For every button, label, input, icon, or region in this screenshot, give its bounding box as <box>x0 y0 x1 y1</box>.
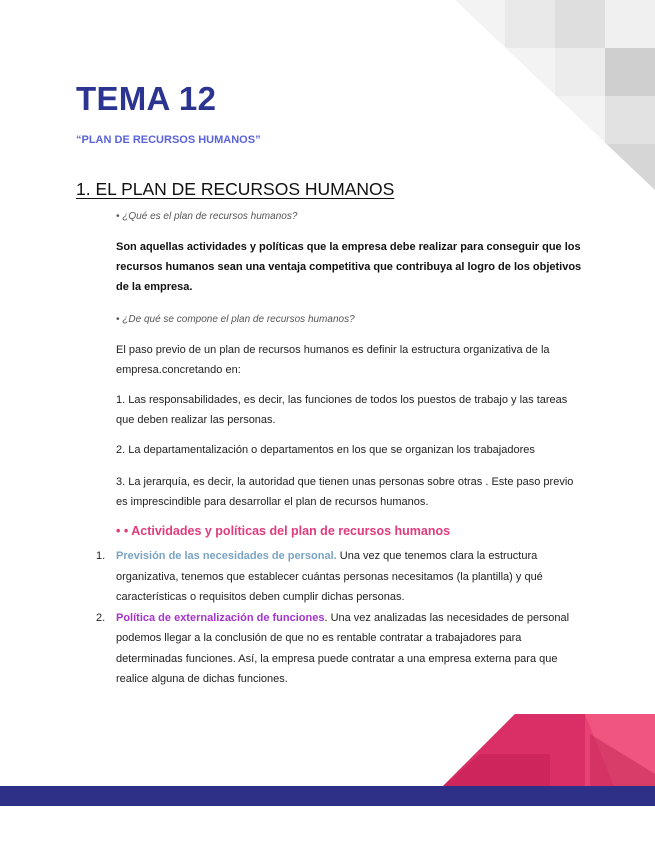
footer-band <box>0 786 655 806</box>
point-responsabilidades: 1. Las responsabilidades, es decir, las funciones de todos los puestos de trabajo y las tareas que deben realizar las personas. <box>116 394 568 426</box>
list-item <box>96 608 586 690</box>
list-item <box>96 546 586 608</box>
list-item-text: Una vez que tenemos clara la estructura organizativa, tenemos que establecer cuántas personas necesitamos (la plantilla) y qué características o requisitos deben cumplir dichas personas. <box>116 550 543 603</box>
page-title: TEMA 12 <box>76 80 217 117</box>
page-subtitle: “PLAN DE RECURSOS HUMANOS” <box>76 134 261 146</box>
activities-list <box>96 546 586 690</box>
section-heading: 1. EL PLAN DE RECURSOS HUMANOS <box>76 179 395 199</box>
list-number: 1. <box>96 550 106 562</box>
bottom-right-decoration <box>440 714 655 789</box>
question-components: • ¿De qué se compone el plan de recursos humanos? <box>116 314 355 325</box>
list-item-text: . Una vez analizadas las necesidades de personal podemos llegar a la conclusión de que no es rentable contratar a trabajadores para determinadas funciones. Así, la empresa puede contratar a una empresa externa para que realice alguna de dichas funciones. <box>116 611 570 685</box>
term-prevision: Previsión de las necesidades de personal. <box>116 550 337 562</box>
activities-heading: • • Actividades y políticas del plan de recursos humanos <box>116 524 451 538</box>
point-departamentalizacion: 2. La departamentalización o departamentos en los que se organizan los trabajadores <box>116 444 535 456</box>
list-number: 2. <box>96 611 106 624</box>
term-externalizacion: Política de externalización de funciones <box>116 611 325 624</box>
top-right-decoration <box>455 0 655 200</box>
answer-definition: Son aquellas actividades y políticas que la empresa debe realizar para conseguir que los recursos humanos sean una ventaja competitiva que contribuya al logro de los objetivos de la empresa. <box>116 241 582 293</box>
intro-paragraph: El paso previo de un plan de recursos humanos es definir la estructura organizativa de la empresa.concretando en: <box>116 344 550 376</box>
question-what-is: • ¿Qué es el plan de recursos humanos? <box>116 211 298 222</box>
point-jerarquia: 3. La jerarquía, es decir, la autoridad que tienen unas personas sobre otras . Este paso previo es imprescindible para desarrollar el plan de recursos humanos. <box>116 476 574 508</box>
